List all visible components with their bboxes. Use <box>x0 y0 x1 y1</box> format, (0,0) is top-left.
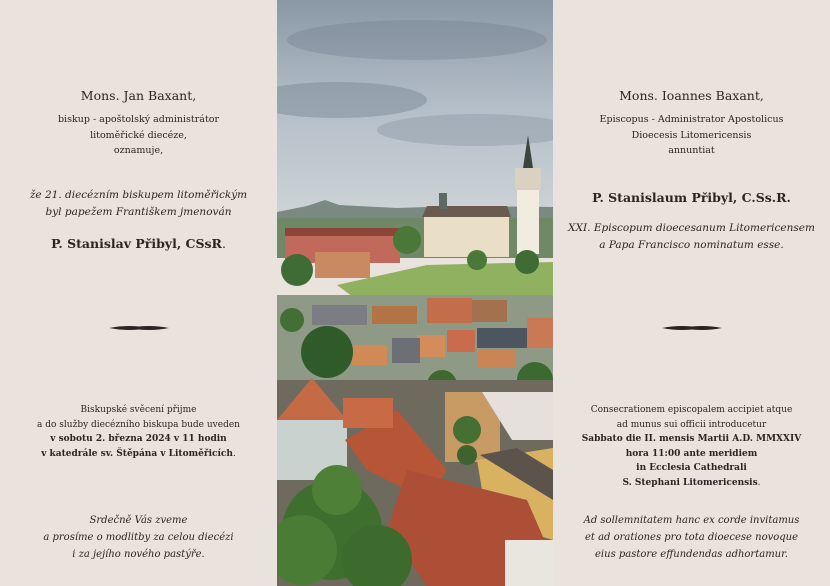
invite-line: Ad sollemnitatem hanc ex corde invitamus <box>583 515 800 526</box>
invite-line: i za jejího nového pastýře. <box>72 549 205 560</box>
consecration-block <box>553 403 830 490</box>
title-line: Dioecesis Litomericensis <box>631 129 752 141</box>
sender-title <box>553 112 830 159</box>
sender-title <box>0 112 277 159</box>
town-photo-image <box>277 0 553 586</box>
ornament-icon <box>109 324 169 332</box>
nominee-suffix: . <box>221 236 226 251</box>
time-line: hora 11:00 ante meridiem <box>625 448 758 459</box>
sender-name: Mons. Jan Baxant, <box>80 88 197 103</box>
announce-line: a Papa Francisco nominatum esse. <box>599 239 784 251</box>
consecration-line: Biskupské svěcení přijme <box>80 405 197 415</box>
sender-block <box>553 88 830 103</box>
announcement <box>0 187 277 221</box>
title-line: biskup - apoštolský administrátor <box>57 114 220 125</box>
announcement <box>553 220 830 254</box>
consecration-line: a do služby diecézního biskupa bude uveden <box>37 419 240 430</box>
town-photo <box>277 0 553 586</box>
announce-line: XXI. Episcopum dioecesanum Litomericensem <box>568 222 815 234</box>
invite-line: Srdečně Vás zveme <box>89 515 188 526</box>
invite-line: et ad orationes pro tota dioecese novoque <box>584 532 799 543</box>
title-line: oznamuje, <box>113 145 164 156</box>
czech-panel <box>0 0 277 586</box>
announce-line: byl papežem Františkem jmenován <box>45 206 232 218</box>
invitation-block <box>553 512 830 563</box>
sender-name: Mons. Ioannes Baxant, <box>619 88 764 103</box>
ornament-icon <box>662 324 722 332</box>
title-line: Episcopus - Administrator Apostolicus <box>599 114 784 125</box>
nominee-name: P. Stanislaum Přibyl, C.Ss.R. <box>592 190 791 205</box>
date-line: v sobotu 2. března 2024 v 11 hodin <box>50 434 227 444</box>
latin-panel <box>553 0 830 586</box>
nominee-name-block <box>0 236 277 251</box>
date-line: Sabbato die II. mensis Martii A.D. MMXXIV <box>581 434 802 444</box>
title-line: annuntiat <box>668 145 715 156</box>
ornament-divider <box>0 324 277 332</box>
announce-line: že 21. diecézním biskupem litoměřickým <box>29 189 248 201</box>
consecration-line: Consecrationem episcopalem accipiet atque <box>590 405 793 415</box>
invitation-block <box>0 512 277 563</box>
place-line: v katedrále sv. Štěpána v Litoměřicích <box>41 448 233 459</box>
consecration-block <box>0 403 277 461</box>
church-line: in Ecclesia Cathedrali <box>636 463 747 473</box>
place-line: S. Stephani Litomericensis <box>622 477 758 488</box>
nominee-name: P. Stanislav Přibyl, CSsR <box>51 236 222 251</box>
place-suffix: . <box>757 477 761 488</box>
invite-line: a prosíme o modlitby za celou diecézi <box>43 532 234 543</box>
place-suffix: . <box>232 448 236 459</box>
title-line: litoměřické diecéze, <box>90 129 187 141</box>
nominee-name-block <box>553 190 830 205</box>
consecration-line: ad munus sui officii introducetur <box>616 419 767 430</box>
sender-block <box>0 88 277 103</box>
ornament-divider <box>553 324 830 332</box>
invite-line: eius pastore effundendas adhortamur. <box>595 549 788 560</box>
